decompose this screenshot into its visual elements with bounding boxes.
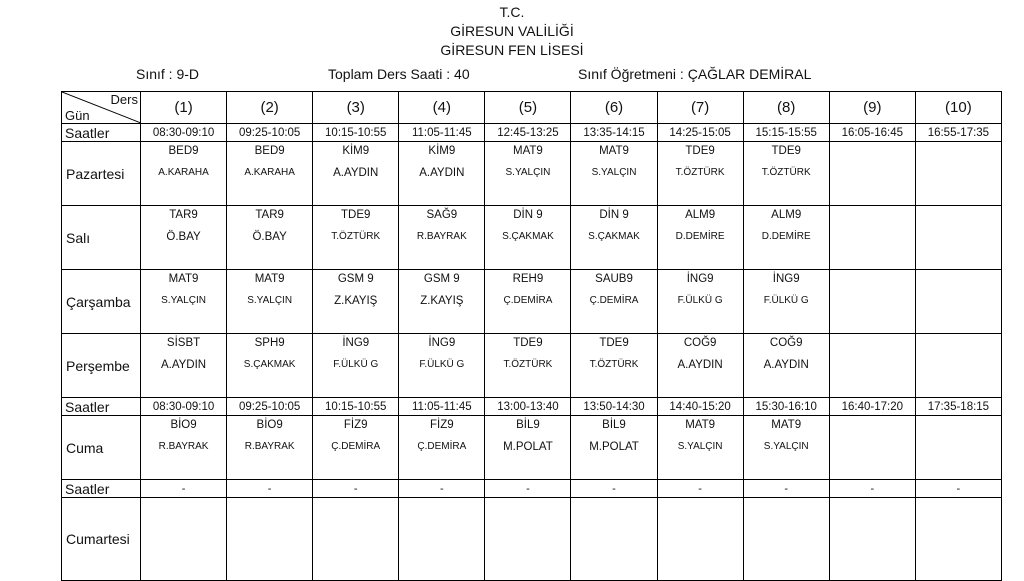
day-name: Cuma (62, 416, 141, 480)
time-slot: 15:30-16:10 (743, 398, 829, 416)
teacher-name: S.YALÇIN (591, 167, 637, 178)
lesson-cell (313, 334, 399, 398)
teacher-name: F.ÜLKÜ G (333, 359, 379, 370)
teacher-name: T.ÖZTÜRK (503, 359, 553, 370)
lesson-code: GSM 9 (423, 273, 460, 285)
teacher-name: T.ÖZTÜRK (589, 359, 639, 370)
lesson-code: MAT9 (168, 273, 199, 285)
time-slot: - (141, 480, 227, 498)
teacher-name: A.KARAHA (244, 167, 295, 178)
time-slot: 11:05-11:45 (399, 124, 485, 142)
lesson-cell (227, 270, 313, 334)
saturday-times-row (62, 480, 1002, 498)
corner-gun-label: Gün (65, 108, 90, 123)
teacher-name: Z.KAYIŞ (420, 295, 464, 307)
time-slot: 16:40-17:20 (829, 398, 915, 416)
time-slot: 15:15-15:55 (743, 124, 829, 142)
lesson-code: SAĞ9 (426, 209, 458, 221)
day-row (62, 416, 1002, 480)
time-slot: - (485, 480, 571, 498)
lesson-code: İNG9 (428, 337, 456, 349)
time-slot: 11:05-11:45 (399, 398, 485, 416)
lesson-cell (399, 270, 485, 334)
teacher-name: Z.KAYIŞ (334, 295, 378, 307)
time-slot: - (571, 480, 657, 498)
period-header: (3) (313, 92, 399, 124)
lesson-cell (313, 270, 399, 334)
lesson-code: COĞ9 (683, 337, 717, 349)
lesson-code: İNG9 (772, 273, 800, 285)
teacher-name: Ö.BAY (252, 231, 287, 243)
saatler-label: Saatler (62, 480, 141, 498)
teacher-name: M.POLAT (503, 441, 553, 453)
lesson-cell (743, 498, 829, 581)
teacher-name: S.ÇAKMAK (243, 359, 296, 370)
teacher-name: M.POLAT (589, 441, 639, 453)
lesson-cell (399, 142, 485, 206)
saatler-label: Saatler (62, 124, 141, 142)
lesson-cell (829, 142, 915, 206)
header-line-school: GİRESUN FEN LİSESİ (440, 42, 584, 58)
time-slot: 09:25-10:05 (227, 124, 313, 142)
lesson-cell (571, 206, 657, 270)
lesson-code: BİO9 (170, 419, 197, 431)
day-row (62, 142, 1002, 206)
time-slot: 16:05-16:45 (829, 124, 915, 142)
lesson-code: BED9 (168, 145, 199, 157)
lesson-cell (227, 498, 313, 581)
lesson-code: FİZ9 (430, 419, 454, 431)
lesson-cell (571, 416, 657, 480)
weekday-times-row (62, 124, 1002, 142)
teacher-name: F.ÜLKÜ G (419, 359, 465, 370)
teacher-name: R.BAYRAK (416, 231, 467, 242)
header-line-tc: T.C. (499, 4, 525, 20)
time-slot: 08:30-09:10 (141, 124, 227, 142)
lesson-cell (915, 498, 1001, 581)
lesson-code: SAUB9 (595, 273, 633, 285)
time-slot: - (743, 480, 829, 498)
teacher-name: Ç.DEMİRA (417, 441, 467, 452)
lesson-code: TAR9 (255, 209, 284, 221)
time-slot: - (399, 480, 485, 498)
lesson-cell (743, 206, 829, 270)
time-slot: 13:00-13:40 (485, 398, 571, 416)
lesson-cell (915, 142, 1001, 206)
lesson-code: TDE9 (341, 209, 371, 221)
friday-times-row (62, 398, 1002, 416)
lesson-cell (657, 416, 743, 480)
period-header: (8) (743, 92, 829, 124)
lesson-code: BED9 (254, 145, 285, 157)
period-header: (9) (829, 92, 915, 124)
time-slot: 08:30-09:10 (141, 398, 227, 416)
lesson-cell (915, 206, 1001, 270)
lesson-cell (829, 270, 915, 334)
lesson-cell (141, 416, 227, 480)
lesson-cell (743, 334, 829, 398)
timetable (61, 91, 1002, 581)
teacher-name: R.BAYRAK (158, 441, 209, 452)
time-slot: 10:15-10:55 (313, 398, 399, 416)
lesson-code: TDE9 (599, 337, 629, 349)
lesson-cell (399, 334, 485, 398)
lesson-cell (571, 142, 657, 206)
lesson-cell (313, 206, 399, 270)
lesson-cell (227, 416, 313, 480)
lesson-cell (743, 270, 829, 334)
day-name: Perşembe (62, 334, 141, 398)
lesson-cell (227, 206, 313, 270)
lesson-cell (313, 416, 399, 480)
time-slot: - (227, 480, 313, 498)
day-name: Cumartesi (62, 498, 141, 581)
period-header: (7) (657, 92, 743, 124)
lesson-code: BİO9 (256, 419, 283, 431)
lesson-code: TDE9 (771, 145, 801, 157)
time-slot: 09:25-10:05 (227, 398, 313, 416)
corner-cell (62, 92, 141, 124)
lesson-code: MAT9 (254, 273, 285, 285)
teacher-name: S.YALÇIN (677, 441, 723, 452)
lesson-cell (141, 270, 227, 334)
lesson-cell (915, 416, 1001, 480)
lesson-cell (743, 142, 829, 206)
lesson-code: KİM9 (428, 145, 456, 157)
time-slot: 17:35-18:15 (915, 398, 1001, 416)
lesson-code: MAT9 (685, 419, 716, 431)
lesson-code: TAR9 (169, 209, 198, 221)
period-header: (4) (399, 92, 485, 124)
lesson-code: ALM9 (771, 209, 802, 221)
teacher-name: T.ÖZTÜRK (675, 167, 725, 178)
time-slot: 14:25-15:05 (657, 124, 743, 142)
teacher-name: A.AYDIN (160, 359, 207, 371)
teacher-name: S.YALÇIN (161, 295, 206, 306)
lesson-code: TDE9 (685, 145, 715, 157)
lesson-code: TDE9 (513, 337, 543, 349)
teacher-name: S.YALÇIN (505, 167, 551, 178)
teacher-name: A.AYDIN (763, 359, 809, 371)
day-row (62, 206, 1002, 270)
lesson-cell (485, 416, 571, 480)
lesson-cell (227, 334, 313, 398)
lesson-cell (657, 206, 743, 270)
period-header: (10) (915, 92, 1001, 124)
time-slot: 12:45-13:25 (485, 124, 571, 142)
lesson-cell (829, 206, 915, 270)
lesson-cell (485, 142, 571, 206)
lesson-code: ALM9 (685, 209, 716, 221)
lesson-cell (571, 498, 657, 581)
teacher-name: D.DEMİRE (675, 231, 725, 242)
lesson-cell (571, 270, 657, 334)
lesson-code: MAT9 (599, 145, 629, 157)
teacher-name: A.AYDIN (677, 359, 723, 371)
lesson-cell (141, 334, 227, 398)
teacher-name: Ç.DEMİRA (589, 295, 639, 306)
teacher-name: F.ÜLKÜ G (677, 295, 723, 306)
period-header: (2) (227, 92, 313, 124)
teacher-name: S.YALÇIN (763, 441, 809, 452)
lesson-code: DİN 9 (513, 209, 543, 221)
lesson-cell (657, 270, 743, 334)
teacher-name: S.ÇAKMAK (502, 231, 554, 242)
lesson-code: İNG9 (342, 337, 370, 349)
day-row (62, 334, 1002, 398)
lesson-code: GSM 9 (337, 273, 374, 285)
lesson-cell (657, 498, 743, 581)
lesson-code: KİM9 (342, 145, 370, 157)
teacher-name: T.ÖZTÜRK (331, 231, 381, 242)
lesson-code: DİN 9 (599, 209, 629, 221)
lesson-cell (141, 498, 227, 581)
time-slot: - (313, 480, 399, 498)
lesson-cell (313, 498, 399, 581)
lesson-code: MAT9 (771, 419, 802, 431)
lesson-code: BİL9 (516, 419, 540, 431)
lesson-code: BİL9 (602, 419, 626, 431)
lesson-cell (571, 334, 657, 398)
class-label: Sınıf : 9-D (136, 66, 200, 82)
header-line-valilik: GİRESUN VALİLİĞİ (450, 23, 574, 39)
day-name: Çarşamba (62, 270, 141, 334)
lesson-code: İNG9 (686, 273, 714, 285)
day-name: Salı (62, 206, 141, 270)
teacher-name: T.ÖZTÜRK (761, 167, 811, 178)
teacher-name: S.ÇAKMAK (588, 231, 640, 242)
lesson-cell (141, 206, 227, 270)
time-slot: 14:40-15:20 (657, 398, 743, 416)
time-slot: - (915, 480, 1001, 498)
teacher-name: A.AYDIN (333, 167, 379, 179)
corner-ders-label: Ders (110, 92, 138, 107)
total-hours-label: Toplam Ders Saati : 40 (328, 66, 470, 82)
teacher-name: Ç.DEMİRA (331, 441, 381, 452)
lesson-code: SPH9 (254, 337, 285, 349)
lesson-cell (485, 270, 571, 334)
lesson-cell (313, 142, 399, 206)
teacher-name: F.ÜLKÜ G (763, 295, 809, 306)
time-slot: 13:35-14:15 (571, 124, 657, 142)
lesson-cell (829, 498, 915, 581)
class-teacher-label: Sınıf Öğretmeni : ÇAĞLAR DEMİRAL (578, 66, 812, 82)
lesson-cell (657, 142, 743, 206)
teacher-name: A.KARAHA (158, 167, 209, 178)
lesson-cell (657, 334, 743, 398)
lesson-cell (141, 142, 227, 206)
day-name: Pazartesi (62, 142, 141, 206)
day-row (62, 498, 1002, 581)
teacher-name: Ö.BAY (166, 231, 201, 243)
time-slot: - (657, 480, 743, 498)
teacher-name: D.DEMİRE (761, 231, 811, 242)
lesson-cell (399, 206, 485, 270)
period-header: (1) (141, 92, 227, 124)
period-header: (5) (485, 92, 571, 124)
lesson-cell (399, 498, 485, 581)
teacher-name: R.BAYRAK (244, 441, 295, 452)
day-row (62, 270, 1002, 334)
lesson-cell (485, 206, 571, 270)
lesson-cell (915, 270, 1001, 334)
teacher-name: A.AYDIN (419, 167, 465, 179)
time-slot: 10:15-10:55 (313, 124, 399, 142)
time-slot: 16:55-17:35 (915, 124, 1001, 142)
lesson-cell (485, 498, 571, 581)
lesson-code: FİZ9 (343, 419, 368, 431)
lesson-cell (743, 416, 829, 480)
lesson-code: REH9 (512, 273, 544, 285)
lesson-code: SİSBT (166, 337, 201, 349)
time-slot: 13:50-14:30 (571, 398, 657, 416)
lesson-cell (829, 334, 915, 398)
teacher-name: S.YALÇIN (247, 295, 293, 306)
lesson-cell (399, 416, 485, 480)
lesson-code: MAT9 (513, 145, 543, 157)
lesson-cell (485, 334, 571, 398)
lesson-cell (915, 334, 1001, 398)
saatler-label: Saatler (62, 398, 141, 416)
lesson-cell (227, 142, 313, 206)
lesson-code: COĞ9 (769, 337, 803, 349)
lesson-cell (829, 416, 915, 480)
period-header: (6) (571, 92, 657, 124)
time-slot: - (829, 480, 915, 498)
teacher-name: Ç.DEMİRA (503, 295, 553, 306)
